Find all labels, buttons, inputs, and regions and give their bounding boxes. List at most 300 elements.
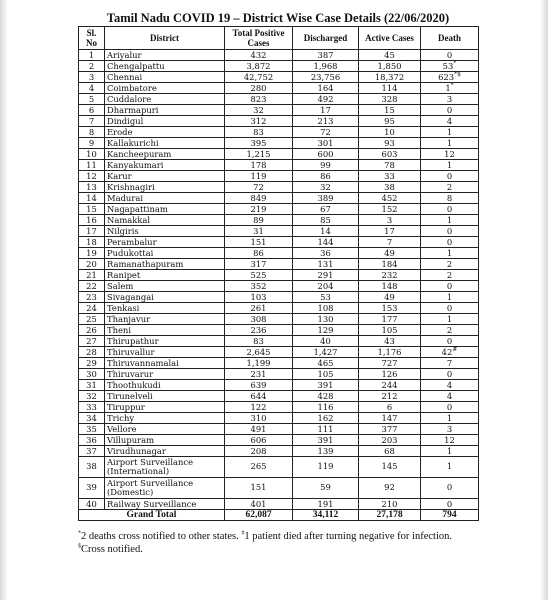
cell-total-positive: 3,872 — [225, 61, 293, 72]
cell-total-positive: 42,752 — [225, 72, 293, 83]
cell-discharged: 111 — [293, 424, 359, 435]
cell-death: 0 — [421, 281, 479, 292]
cell-total-positive: 261 — [225, 303, 293, 314]
cell-active: 1,176 — [359, 347, 421, 358]
cell-total-positive: 395 — [225, 138, 293, 149]
cell-death: 1* — [421, 83, 479, 94]
cell-death: 0 — [421, 204, 479, 215]
table-row — [79, 237, 479, 248]
cell-active: 3 — [359, 215, 421, 226]
cell-discharged: 85 — [293, 215, 359, 226]
cell-sl-no: 38 — [79, 457, 105, 478]
table-row — [79, 270, 479, 281]
cell-active: 6 — [359, 402, 421, 413]
footnote-star: 2 deaths cross notified to other states. — [81, 531, 242, 542]
cell-district: Thirupathur — [105, 336, 225, 347]
cell-discharged: 86 — [293, 171, 359, 182]
cell-total-positive: 308 — [225, 314, 293, 325]
table-row — [79, 61, 479, 72]
cell-active: 114 — [359, 83, 421, 94]
table-row — [79, 303, 479, 314]
cell-active: 15 — [359, 105, 421, 116]
cell-death: 42# — [421, 347, 479, 358]
cell-district: Tiruppur — [105, 402, 225, 413]
cell-sl-no: 8 — [79, 127, 105, 138]
district-case-table — [78, 26, 479, 521]
cell-active: 177 — [359, 314, 421, 325]
cell-discharged: 72 — [293, 127, 359, 138]
header-discharged: Discharged — [293, 27, 359, 50]
cell-total-positive: 265 — [225, 457, 293, 478]
cell-active: 49 — [359, 292, 421, 303]
cell-death: 0 — [421, 50, 479, 61]
cell-total-positive: 89 — [225, 215, 293, 226]
cell-sl-no: 19 — [79, 248, 105, 259]
cell-district: Dharmapuri — [105, 105, 225, 116]
footnote-mark-hash: # — [241, 530, 245, 537]
cell-total-positive: 432 — [225, 50, 293, 61]
cell-discharged: 428 — [293, 391, 359, 402]
cell-discharged: 105 — [293, 369, 359, 380]
cell-district: Airport Surveillance (International) — [105, 457, 225, 478]
cell-death: 1 — [421, 292, 479, 303]
cell-death: 0 — [421, 369, 479, 380]
cell-active: 93 — [359, 138, 421, 149]
cell-active: 105 — [359, 325, 421, 336]
cell-district: Krishnagiri — [105, 182, 225, 193]
page-title: Tamil Nadu COVID 19 – District Wise Case Details (22/06/2020) — [106, 11, 450, 25]
cell-total-positive: 178 — [225, 160, 293, 171]
cell-discharged: 162 — [293, 413, 359, 424]
cell-sl-no: 27 — [79, 336, 105, 347]
cell-district: Thoothukudi — [105, 380, 225, 391]
table-row — [79, 105, 479, 116]
cell-active: 147 — [359, 413, 421, 424]
cell-district: Ranipet — [105, 270, 225, 281]
cell-sl-no: 34 — [79, 413, 105, 424]
cell-total-positive: 317 — [225, 259, 293, 270]
table-row — [79, 292, 479, 303]
cell-active: 210 — [359, 499, 421, 510]
cell-sl-no: 11 — [79, 160, 105, 171]
cell-district: Railway Surveillance — [105, 499, 225, 510]
cell-sl-no: 4 — [79, 83, 105, 94]
cell-discharged: 191 — [293, 499, 359, 510]
cell-total-positive: 280 — [225, 83, 293, 94]
cell-active: 95 — [359, 116, 421, 127]
cell-sl-no: 5 — [79, 94, 105, 105]
cell-total-positive: 1,199 — [225, 358, 293, 369]
cell-discharged: 36 — [293, 248, 359, 259]
cell-discharged: 116 — [293, 402, 359, 413]
cell-discharged: 32 — [293, 182, 359, 193]
grand-total-row — [79, 510, 479, 521]
cell-sl-no: 25 — [79, 314, 105, 325]
cell-active: 1,850 — [359, 61, 421, 72]
cell-sl-no: 10 — [79, 149, 105, 160]
cell-death: 1 — [421, 127, 479, 138]
cell-total-positive: 491 — [225, 424, 293, 435]
grand-total-active: 27,178 — [359, 510, 421, 521]
footnote-mark-dollar: $ — [78, 543, 81, 550]
cell-sl-no: 21 — [79, 270, 105, 281]
cell-district: Salem — [105, 281, 225, 292]
cell-active: 126 — [359, 369, 421, 380]
cell-discharged: 17 — [293, 105, 359, 116]
cell-district: Nilgiris — [105, 226, 225, 237]
cell-total-positive: 639 — [225, 380, 293, 391]
cell-discharged: 23,756 — [293, 72, 359, 83]
cell-sl-no: 20 — [79, 259, 105, 270]
cell-sl-no: 15 — [79, 204, 105, 215]
table-row — [79, 149, 479, 160]
cell-death: 0 — [421, 303, 479, 314]
cell-district: Theni — [105, 325, 225, 336]
cell-district: Erode — [105, 127, 225, 138]
cell-death: 1 — [421, 457, 479, 478]
grand-total-discharged: 34,112 — [293, 510, 359, 521]
cell-sl-no: 12 — [79, 171, 105, 182]
cell-active: 377 — [359, 424, 421, 435]
cell-death: 53* — [421, 61, 479, 72]
cell-sl-no: 17 — [79, 226, 105, 237]
cell-sl-no: 32 — [79, 391, 105, 402]
cell-active: 33 — [359, 171, 421, 182]
cell-death: 3 — [421, 424, 479, 435]
cell-sl-no: 7 — [79, 116, 105, 127]
cell-district: Thiruvannamalai — [105, 358, 225, 369]
scan-edge-left — [0, 0, 8, 600]
cell-active: 153 — [359, 303, 421, 314]
cell-death: 1 — [421, 314, 479, 325]
cell-active: 17 — [359, 226, 421, 237]
cell-death: 1 — [421, 160, 479, 171]
table-row — [79, 204, 479, 215]
table-row — [79, 259, 479, 270]
cell-district: Ariyalur — [105, 50, 225, 61]
cell-discharged: 40 — [293, 336, 359, 347]
cell-active: 145 — [359, 457, 421, 478]
cell-active: 45 — [359, 50, 421, 61]
cell-sl-no: 22 — [79, 281, 105, 292]
cell-total-positive: 219 — [225, 204, 293, 215]
cell-active: 78 — [359, 160, 421, 171]
cell-discharged: 492 — [293, 94, 359, 105]
table-row — [79, 160, 479, 171]
cell-district: Chengalpattu — [105, 61, 225, 72]
cell-active: 68 — [359, 446, 421, 457]
cell-discharged: 108 — [293, 303, 359, 314]
cell-sl-no: 6 — [79, 105, 105, 116]
cell-sl-no: 30 — [79, 369, 105, 380]
cell-sl-no: 35 — [79, 424, 105, 435]
cell-district: Dindigul — [105, 116, 225, 127]
cell-district: Perambalur — [105, 237, 225, 248]
cell-active: 18,372 — [359, 72, 421, 83]
cell-sl-no: 36 — [79, 435, 105, 446]
table-row — [79, 182, 479, 193]
cell-total-positive: 352 — [225, 281, 293, 292]
cell-discharged: 119 — [293, 457, 359, 478]
cell-total-positive: 525 — [225, 270, 293, 281]
cell-discharged: 131 — [293, 259, 359, 270]
header-death: Death — [421, 27, 479, 50]
cell-total-positive: 151 — [225, 478, 293, 499]
cell-total-positive: 401 — [225, 499, 293, 510]
cell-sl-no: 2 — [79, 61, 105, 72]
cell-sl-no: 1 — [79, 50, 105, 61]
cell-district: Thanjavur — [105, 314, 225, 325]
scan-edge-right — [540, 0, 548, 600]
cell-death: 0 — [421, 336, 479, 347]
cell-discharged: 301 — [293, 138, 359, 149]
cell-total-positive: 849 — [225, 193, 293, 204]
cell-total-positive: 32 — [225, 105, 293, 116]
table-row — [79, 402, 479, 413]
cell-active: 603 — [359, 149, 421, 160]
cell-discharged: 99 — [293, 160, 359, 171]
cell-discharged: 139 — [293, 446, 359, 457]
cell-death: 623*$ — [421, 72, 479, 83]
cell-death: 1 — [421, 248, 479, 259]
cell-death: 2 — [421, 259, 479, 270]
cell-active: 452 — [359, 193, 421, 204]
table-row — [79, 94, 479, 105]
table-row — [79, 499, 479, 510]
cell-active: 328 — [359, 94, 421, 105]
cell-sl-no: 24 — [79, 303, 105, 314]
cell-district: Ramanathapuram — [105, 259, 225, 270]
table-header — [79, 27, 479, 50]
cell-total-positive: 83 — [225, 127, 293, 138]
cell-district: Sivagangai — [105, 292, 225, 303]
cell-discharged: 53 — [293, 292, 359, 303]
cell-total-positive: 236 — [225, 325, 293, 336]
cell-discharged: 391 — [293, 435, 359, 446]
cell-district: Thiruvarur — [105, 369, 225, 380]
cell-sl-no: 13 — [79, 182, 105, 193]
cell-death: 0 — [421, 402, 479, 413]
cell-district: Kallakurichi — [105, 138, 225, 149]
table-row — [79, 281, 479, 292]
table-row — [79, 424, 479, 435]
footnote-dollar: Cross notified. — [81, 544, 143, 555]
cell-total-positive: 2,645 — [225, 347, 293, 358]
table-row — [79, 413, 479, 424]
cell-discharged: 59 — [293, 478, 359, 499]
cell-total-positive: 606 — [225, 435, 293, 446]
cell-sl-no: 3 — [79, 72, 105, 83]
table-row — [79, 478, 479, 499]
footnotes — [78, 530, 478, 556]
cell-active: 184 — [359, 259, 421, 270]
cell-death: 12 — [421, 149, 479, 160]
cell-district: Tirunelveli — [105, 391, 225, 402]
cell-total-positive: 72 — [225, 182, 293, 193]
cell-total-positive: 823 — [225, 94, 293, 105]
table-row — [79, 369, 479, 380]
cell-sl-no: 16 — [79, 215, 105, 226]
grand-total-positive: 62,087 — [225, 510, 293, 521]
cell-active: 148 — [359, 281, 421, 292]
cell-total-positive: 83 — [225, 336, 293, 347]
cell-total-positive: 310 — [225, 413, 293, 424]
cell-active: 49 — [359, 248, 421, 259]
cell-death: 2 — [421, 270, 479, 281]
header-active: Active Cases — [359, 27, 421, 50]
cell-sl-no: 18 — [79, 237, 105, 248]
table-row — [79, 248, 479, 259]
cell-discharged: 67 — [293, 204, 359, 215]
cell-discharged: 1,968 — [293, 61, 359, 72]
cell-district: Airport Surveillance (Domestic) — [105, 478, 225, 499]
cell-total-positive: 119 — [225, 171, 293, 182]
cell-district: Karur — [105, 171, 225, 182]
cell-death: 2 — [421, 182, 479, 193]
table-row — [79, 347, 479, 358]
cell-sl-no: 31 — [79, 380, 105, 391]
cell-total-positive: 122 — [225, 402, 293, 413]
cell-district: Nagapattinam — [105, 204, 225, 215]
cell-death: 8 — [421, 193, 479, 204]
table-row — [79, 336, 479, 347]
cell-death: 1 — [421, 413, 479, 424]
table-row — [79, 226, 479, 237]
cell-sl-no: 33 — [79, 402, 105, 413]
cell-district: Madurai — [105, 193, 225, 204]
table-row — [79, 435, 479, 446]
cell-discharged: 465 — [293, 358, 359, 369]
cell-discharged: 129 — [293, 325, 359, 336]
cell-total-positive: 1,215 — [225, 149, 293, 160]
cell-sl-no: 14 — [79, 193, 105, 204]
cell-death: 12 — [421, 435, 479, 446]
cell-total-positive: 208 — [225, 446, 293, 457]
cell-sl-no: 40 — [79, 499, 105, 510]
cell-total-positive: 103 — [225, 292, 293, 303]
cell-active: 10 — [359, 127, 421, 138]
table-row — [79, 358, 479, 369]
cell-district: Virudhunagar — [105, 446, 225, 457]
cell-discharged: 14 — [293, 226, 359, 237]
cell-sl-no: 9 — [79, 138, 105, 149]
cell-discharged: 164 — [293, 83, 359, 94]
header-sl-no: Sl. No — [79, 27, 105, 50]
table-row — [79, 116, 479, 127]
cell-death: 0 — [421, 237, 479, 248]
cell-sl-no: 28 — [79, 347, 105, 358]
cell-sl-no: 37 — [79, 446, 105, 457]
cell-discharged: 130 — [293, 314, 359, 325]
cell-district: Namakkal — [105, 215, 225, 226]
table-row — [79, 391, 479, 402]
cell-active: 38 — [359, 182, 421, 193]
cell-sl-no: 39 — [79, 478, 105, 499]
cell-active: 727 — [359, 358, 421, 369]
header-row — [79, 27, 479, 50]
cell-death: 0 — [421, 226, 479, 237]
document-page — [78, 10, 478, 556]
table-row — [79, 314, 479, 325]
table-body — [79, 50, 479, 510]
cell-death: 0 — [421, 499, 479, 510]
footnote-mark-star: * — [78, 530, 81, 537]
table-row — [79, 83, 479, 94]
table-row — [79, 138, 479, 149]
table-row — [79, 193, 479, 204]
cell-death: 7 — [421, 358, 479, 369]
cell-discharged: 144 — [293, 237, 359, 248]
cell-total-positive: 151 — [225, 237, 293, 248]
cell-active: 212 — [359, 391, 421, 402]
cell-active: 92 — [359, 478, 421, 499]
cell-discharged: 600 — [293, 149, 359, 160]
cell-district: Chennai — [105, 72, 225, 83]
cell-death: 1 — [421, 446, 479, 457]
table-row — [79, 380, 479, 391]
cell-discharged: 291 — [293, 270, 359, 281]
cell-sl-no: 26 — [79, 325, 105, 336]
cell-death: 1 — [421, 215, 479, 226]
cell-death: 0 — [421, 105, 479, 116]
cell-death: 4 — [421, 380, 479, 391]
table-row — [79, 215, 479, 226]
cell-total-positive: 312 — [225, 116, 293, 127]
cell-district: Thiruvallur — [105, 347, 225, 358]
cell-discharged: 387 — [293, 50, 359, 61]
header-district: District — [105, 27, 225, 50]
cell-death: 3 — [421, 94, 479, 105]
grand-total-death: 794 — [421, 510, 479, 521]
cell-death: 0 — [421, 478, 479, 499]
cell-total-positive: 31 — [225, 226, 293, 237]
cell-district: Pudukottai — [105, 248, 225, 259]
header-total-positive: Total Positive Cases — [225, 27, 293, 50]
cell-district: Vellore — [105, 424, 225, 435]
cell-district: Kanyakumari — [105, 160, 225, 171]
cell-discharged: 389 — [293, 193, 359, 204]
cell-death: 1 — [421, 138, 479, 149]
table-row — [79, 171, 479, 182]
cell-district: Coimbatore — [105, 83, 225, 94]
cell-district: Tenkasi — [105, 303, 225, 314]
cell-district: Villupuram — [105, 435, 225, 446]
table-row — [79, 446, 479, 457]
cell-sl-no: 29 — [79, 358, 105, 369]
cell-discharged: 204 — [293, 281, 359, 292]
cell-total-positive: 231 — [225, 369, 293, 380]
cell-death: 0 — [421, 171, 479, 182]
cell-active: 152 — [359, 204, 421, 215]
grand-total-label: Grand Total — [79, 510, 225, 521]
cell-total-positive: 644 — [225, 391, 293, 402]
cell-district: Cuddalore — [105, 94, 225, 105]
cell-active: 7 — [359, 237, 421, 248]
cell-district: Kancheepuram — [105, 149, 225, 160]
cell-active: 43 — [359, 336, 421, 347]
cell-discharged: 1,427 — [293, 347, 359, 358]
cell-total-positive: 86 — [225, 248, 293, 259]
table-row — [79, 325, 479, 336]
table-row — [79, 127, 479, 138]
cell-active: 203 — [359, 435, 421, 446]
cell-discharged: 213 — [293, 116, 359, 127]
cell-sl-no: 23 — [79, 292, 105, 303]
cell-death: 4 — [421, 391, 479, 402]
cell-discharged: 391 — [293, 380, 359, 391]
table-row — [79, 50, 479, 61]
cell-active: 244 — [359, 380, 421, 391]
